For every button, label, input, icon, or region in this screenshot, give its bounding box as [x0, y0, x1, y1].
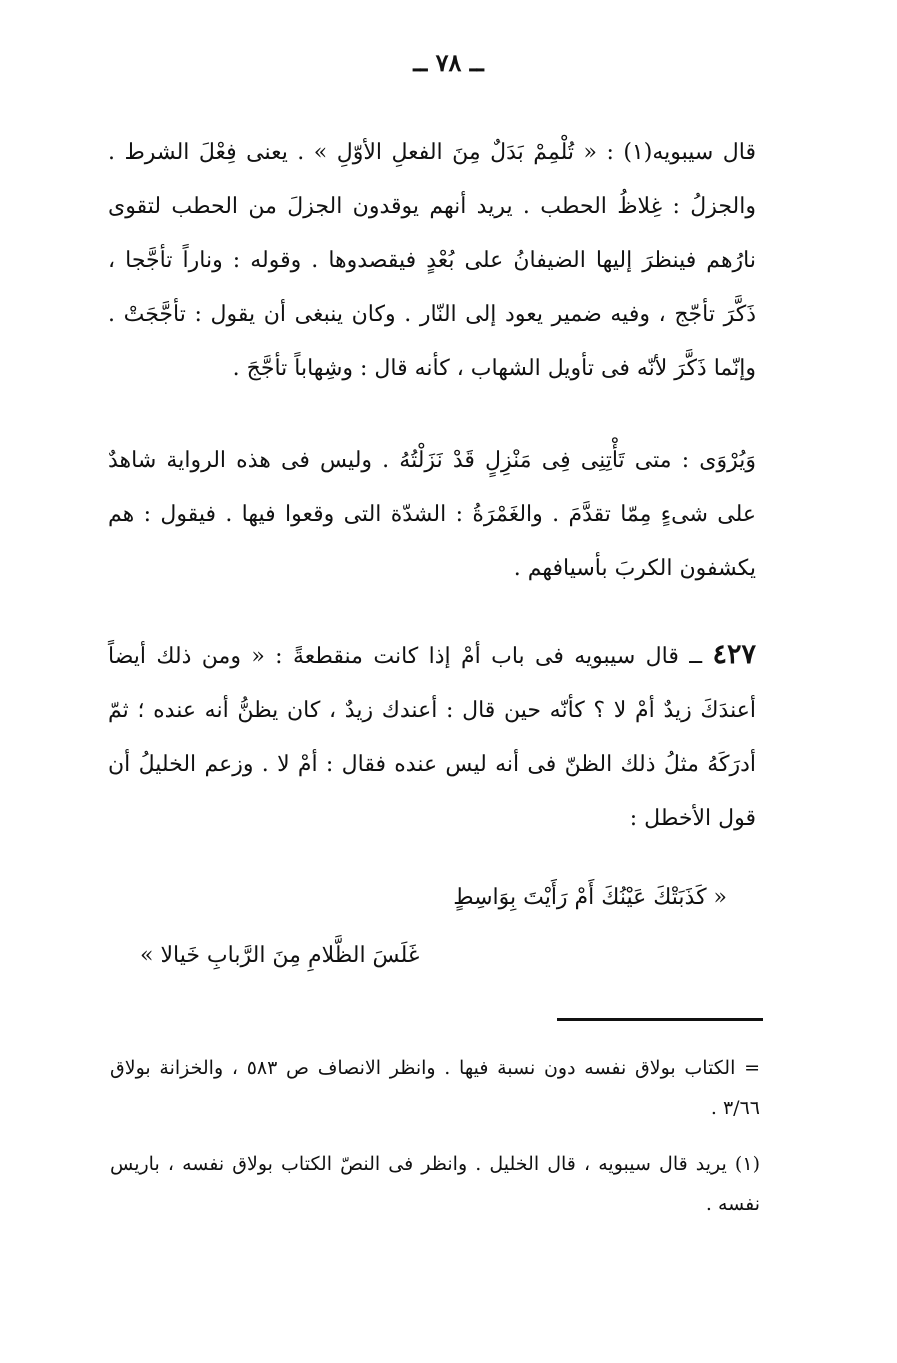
footnote-continued: = الكتاب بولاق نفسه دون نسبة فيها . وانظر الانصاف ص ٥٨٣ ، والخزانة بولاق ٣/٦٦ .: [110, 1057, 760, 1119]
entry-text: ــ قال سيبويه فى باب أمْ إذا كانت منقطعةً : « ومن ذلك أيضاً أعندَكَ زيدٌ أمْ لا ؟ كأنّه حين قال : أعندك زيدٌ ، كان يظنُّ أنه عنده ؛ ثمّ أدرَكَهُ مثلُ ذلك الظنّ فى أنه ليس عنده فقال : أمْ لا . وزعم الخليلُ أن قول الأخطل :: [108, 644, 756, 831]
verse-line-first-hemistich: « كَذَبَتْكَ عَيْنُكَ أَمْ رَأَيْتَ بِوَاسِطٍ: [453, 885, 727, 910]
footnote-divider: [557, 1018, 763, 1021]
paragraph-entry-427: [108, 628, 756, 846]
footnote-1: (١) يريد قال سيبويه ، قال الخليل . وانظر فى النصّ الكتاب بولاق نفسه ، باريس نفسه .: [110, 1153, 760, 1215]
paragraph-commentary: قال سيبويه(١) : « تُلْمِمْ بَدَلٌ مِنَ الفعلِ الأوّلِ » . يعنى فِعْلَ الشرط . والجزلُ : غِلاظُ الحطب . يريد أنهم يوقدون الجزلَ من الحطب لتقوى نارُهم فينظرَ إليها الضيفانُ على بُعْدٍ فيقصدوها . وقوله : وناراً تأجَّجا ، ذَكَّرَ تأجّج ، وفيه ضمير يعود إلى النّار . وكان ينبغى أن يقول : تأجَّجَتْ . وإنّما ذَكَّرَ لأنّه فى تأويل الشهاب ، كأنه قال : وشِهاباً تأجَّجَ .: [108, 140, 756, 381]
verse-line-second-hemistich: غَلَسَ الظَّلامِ مِنَ الرَّبابِ خَيالا »: [140, 943, 420, 968]
page-number: ــ ٧٨ ــ: [413, 48, 484, 77]
entry-number: ٤٢٧: [712, 639, 756, 670]
paragraph-variant-reading: وَيُرْوَى : متى تَأْتِنِى فِى مَنْزِلٍ قَدْ نَزَلْتُهُ . وليس فى هذه الرواية شاهدٌ على شىءٍ مِمّا تقدَّمَ . والغَمْرَةُ : الشدّة التى وقعوا فيها . فيقول : هم يكشفون الكربَ بأسيافهم .: [108, 448, 756, 581]
